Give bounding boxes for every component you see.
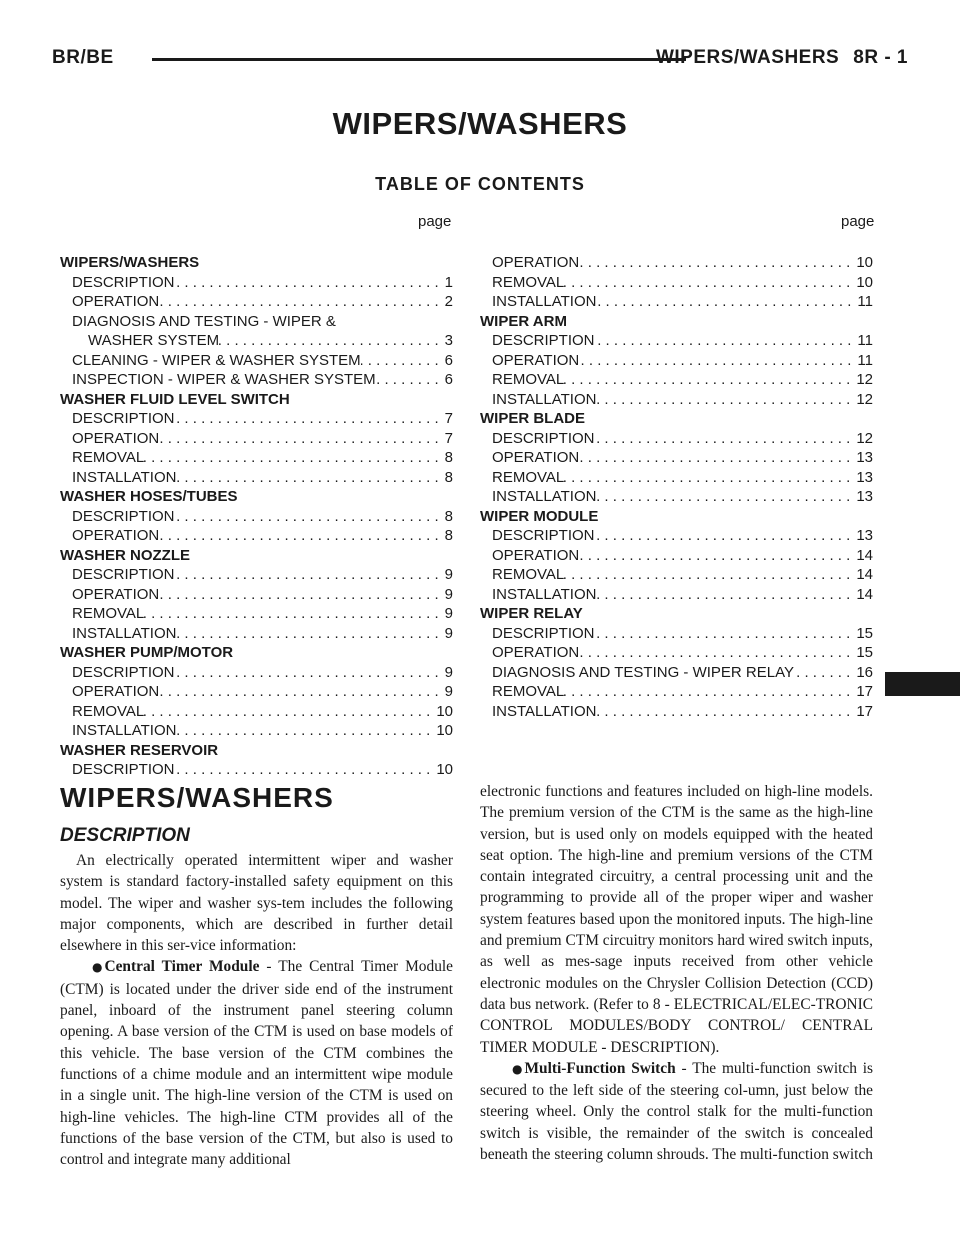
toc-page-number: 10 bbox=[436, 761, 453, 778]
toc-page-number: 3 bbox=[444, 332, 453, 349]
toc-page-number: 11 bbox=[857, 293, 873, 310]
toc-section-heading[interactable] bbox=[60, 546, 453, 566]
toc-entry-title: INSTALLATION bbox=[72, 624, 177, 642]
toc-dot-leader bbox=[144, 448, 444, 468]
toc-page-number: 13 bbox=[856, 488, 873, 505]
mfs-text: - The multi-function switch is secured to the left side of the steering col-umn, just below the steering wheel. Only the control stalk for the multi-function switch is visible, the remainder of the switch is concealed beneath the steering column shrouds. The multi-function switch bbox=[480, 1059, 873, 1164]
toc-section-heading[interactable] bbox=[60, 390, 453, 410]
toc-entry[interactable] bbox=[480, 468, 873, 488]
toc-dot-leader bbox=[376, 370, 445, 390]
toc-entry[interactable] bbox=[480, 663, 873, 683]
toc-entry[interactable] bbox=[60, 409, 453, 429]
section-tab-marker bbox=[885, 672, 960, 696]
ctm-term: Central Timer Module bbox=[104, 958, 260, 976]
toc-entry-title: WIPER RELAY bbox=[480, 605, 583, 622]
toc-entry[interactable] bbox=[60, 604, 453, 624]
toc-entry[interactable] bbox=[480, 546, 873, 566]
toc-right-column bbox=[480, 253, 873, 721]
intro-paragraph: An electrically operated intermittent wiper and washer system is standard factory-installed safety equipment on this model. The wiper and washer sys-tem includes the following major components, which are described in further detail elsewhere in this ser-vice information: bbox=[60, 852, 453, 955]
toc-entry[interactable] bbox=[480, 526, 873, 546]
toc-entry[interactable] bbox=[60, 273, 453, 293]
toc-section-heading[interactable] bbox=[60, 643, 453, 663]
toc-dot-leader bbox=[596, 585, 856, 605]
toc-page-number: 14 bbox=[856, 546, 873, 564]
toc-entry-title: DESCRIPTION bbox=[72, 507, 175, 525]
toc-entry-title: DESCRIPTION bbox=[72, 566, 175, 583]
toc-entry[interactable] bbox=[60, 663, 453, 683]
ctm-paragraph bbox=[60, 956, 453, 1170]
body-left-column bbox=[60, 850, 453, 1170]
toc-entry[interactable] bbox=[60, 760, 453, 780]
toc-entry-title: WASHER PUMP/MOTOR bbox=[60, 644, 234, 661]
toc-dot-leader bbox=[175, 409, 445, 429]
toc-entry[interactable] bbox=[60, 468, 453, 488]
toc-dot-leader bbox=[596, 487, 856, 507]
toc-page-number: 8 bbox=[444, 507, 453, 525]
toc-page-number: 10 bbox=[856, 254, 873, 271]
toc-entry[interactable] bbox=[480, 585, 873, 605]
toc-page-number: 13 bbox=[856, 449, 873, 466]
toc-entry-title: OPERATION bbox=[72, 429, 160, 447]
toc-entry-title: INSTALLATION bbox=[72, 468, 177, 486]
toc-dot-leader bbox=[595, 429, 857, 449]
toc-entry[interactable] bbox=[60, 331, 453, 351]
toc-entry[interactable] bbox=[480, 487, 873, 507]
toc-dot-leader bbox=[159, 429, 444, 449]
toc-dot-leader bbox=[595, 526, 857, 546]
toc-dot-leader bbox=[175, 273, 445, 293]
toc-dot-leader bbox=[159, 585, 444, 605]
toc-dot-leader bbox=[175, 565, 445, 585]
ctm-text: - The Central Timer Module (CTM) is located under the driver side end of the instrument panel, inboard of the instrument panel steering column opening. A base version of the CTM is used on base models of this vehicle. The base version of the CTM combines the functions of a chime module and an intermittent wipe module in a single unit. The high-line version of the CTM is used on high-line vehicles. The high-line CTM provides all of the functions of the base version of the CTM, but also is used to control and integrate many additional bbox=[60, 958, 453, 1169]
toc-page-number: 9 bbox=[444, 683, 453, 700]
running-header bbox=[52, 44, 908, 74]
toc-entry-title: REMOVAL bbox=[72, 449, 145, 466]
toc-dot-leader bbox=[159, 526, 444, 546]
toc-entry[interactable] bbox=[60, 370, 453, 390]
toc-dot-leader bbox=[564, 273, 856, 293]
toc-entry-title: INSTALLATION bbox=[72, 722, 177, 739]
page-title: WIPERS/WASHERS bbox=[332, 106, 628, 141]
toc-entry-title: WIPER MODULE bbox=[480, 507, 599, 525]
toc-dot-leader bbox=[595, 624, 857, 644]
toc-entry[interactable] bbox=[480, 565, 873, 585]
toc-entry-title: DESCRIPTION bbox=[72, 761, 175, 778]
toc-dot-leader bbox=[596, 390, 856, 410]
toc-dot-leader bbox=[595, 331, 858, 351]
header-model: BR/BE bbox=[52, 47, 114, 68]
toc-section-heading[interactable] bbox=[480, 604, 873, 624]
toc-section-heading[interactable] bbox=[60, 487, 453, 507]
toc-page-number: 9 bbox=[444, 585, 453, 603]
toc-page-label-right: page bbox=[841, 213, 875, 230]
toc-entry[interactable] bbox=[480, 292, 873, 312]
toc-entry[interactable] bbox=[60, 507, 453, 527]
toc-entry-title: INSPECTION - WIPER & WASHER SYSTEM bbox=[72, 371, 376, 388]
toc-page-number: 15 bbox=[856, 644, 873, 661]
toc-page-number: 7 bbox=[444, 410, 453, 427]
mfs-paragraph bbox=[480, 1058, 873, 1165]
toc-entry[interactable] bbox=[480, 331, 873, 351]
toc-page-number: 13 bbox=[856, 468, 873, 486]
toc-entry-title: OPERATION bbox=[72, 585, 160, 603]
toc-page-number: 8 bbox=[444, 527, 453, 544]
toc-page-number: 9 bbox=[444, 566, 453, 583]
toc-entry-title: OPERATION bbox=[492, 254, 580, 271]
toc-entry-title: WIPERS/WASHERS bbox=[60, 254, 200, 271]
toc-entry-title: DESCRIPTION bbox=[72, 273, 175, 291]
toc-page-number: 15 bbox=[856, 624, 873, 642]
toc-page-number: 10 bbox=[436, 722, 453, 739]
toc-entry[interactable] bbox=[480, 273, 873, 293]
toc-entry[interactable] bbox=[60, 721, 453, 741]
toc-page-number: 1 bbox=[444, 273, 453, 291]
toc-entry-title: OPERATION bbox=[492, 644, 580, 661]
toc-entry-title: OPERATION bbox=[72, 527, 160, 544]
toc-entry-title: WASHER NOZZLE bbox=[60, 546, 190, 564]
toc-entry[interactable] bbox=[60, 585, 453, 605]
toc-dot-leader bbox=[596, 292, 857, 312]
toc-section-heading[interactable] bbox=[60, 741, 453, 761]
toc-entry[interactable] bbox=[60, 526, 453, 546]
toc-entry-title: WASHER SYSTEM bbox=[88, 332, 220, 349]
header-rule bbox=[152, 58, 686, 61]
toc-page-label-left: page bbox=[418, 213, 452, 230]
toc-entry-title: DESCRIPTION bbox=[72, 663, 175, 681]
toc-page-number: 14 bbox=[856, 566, 873, 583]
toc-entry-title: WASHER FLUID LEVEL SWITCH bbox=[60, 390, 290, 408]
toc-page-number: 17 bbox=[856, 683, 873, 700]
toc-page-number: 9 bbox=[444, 605, 453, 622]
toc-page-number: 9 bbox=[444, 663, 453, 681]
toc-section-heading[interactable] bbox=[480, 312, 873, 332]
toc-dot-leader bbox=[361, 351, 445, 371]
toc-page-number: 13 bbox=[856, 527, 873, 544]
toc-entry-title: DESCRIPTION bbox=[492, 624, 595, 642]
ctm-continued-paragraph: electronic functions and features included on high-line models. The premium version of the CTM is the same as the high-line version, but is used only on models equipped with the heated seat option. The high-line and premium versions of the CTM contain integrated circuitry, a central processing unit and the programming to provide all of the proper wiper and washer system features based upon the monitored inputs. The high-line and premium CTM circuitry monitors hard wired switch inputs, as well as mes-sage inputs received from other vehicle electronic modules on the Chrysler Collision Detection (CCD) data bus network. (Refer to 8 - ELECTRICAL/ELEC-TRONIC CONTROL MODULES/BODY CONTROL/ CENTRAL TIMER MODULE - DESCRIPTION). bbox=[480, 783, 873, 1056]
toc-dot-leader bbox=[176, 624, 444, 644]
toc-entry-title: DESCRIPTION bbox=[492, 429, 595, 447]
header-page-number: 8R - 1 bbox=[853, 47, 908, 68]
toc-dot-leader bbox=[175, 663, 445, 683]
toc-page-number: 11 bbox=[857, 351, 873, 369]
header-section: WIPERS/WASHERS bbox=[655, 47, 840, 68]
toc-entry-title: WIPER ARM bbox=[480, 312, 567, 330]
toc-dot-leader bbox=[579, 643, 856, 663]
toc-entry[interactable] bbox=[60, 682, 453, 702]
toc-dot-leader bbox=[794, 663, 856, 683]
toc-entry-title: WASHER RESERVOIR bbox=[60, 741, 219, 759]
header-right bbox=[656, 47, 908, 69]
toc-page-number: 12 bbox=[856, 429, 873, 447]
toc-page-number: 6 bbox=[444, 351, 453, 369]
toc-entry[interactable] bbox=[60, 351, 453, 371]
toc-page-number: 8 bbox=[444, 449, 453, 466]
toc-dot-leader bbox=[564, 682, 856, 702]
toc-entry[interactable] bbox=[60, 448, 453, 468]
toc-dot-leader bbox=[564, 370, 856, 390]
bullet-icon: ● bbox=[512, 1061, 523, 1076]
toc-entry-title: OPERATION bbox=[492, 449, 580, 466]
toc-dot-leader bbox=[159, 292, 444, 312]
toc-entry-title: DIAGNOSIS AND TESTING - WIPER RELAY bbox=[492, 663, 794, 681]
toc-dot-leader bbox=[596, 702, 856, 722]
toc-entry[interactable] bbox=[480, 253, 873, 273]
toc-dot-leader bbox=[144, 702, 436, 722]
toc-dot-leader bbox=[176, 468, 444, 488]
toc-entry[interactable] bbox=[480, 702, 873, 722]
toc-dot-leader bbox=[159, 682, 444, 702]
toc-entry-title: INSTALLATION bbox=[492, 293, 597, 310]
toc-page-number: 17 bbox=[856, 702, 873, 720]
toc-left-column bbox=[60, 253, 453, 780]
body-right-column bbox=[480, 781, 873, 1165]
toc-dot-leader bbox=[144, 604, 444, 624]
toc-entry-title: INSTALLATION bbox=[492, 390, 597, 408]
toc-section-heading[interactable] bbox=[480, 507, 873, 527]
toc-entry[interactable] bbox=[60, 292, 453, 312]
toc-entry-title: DIAGNOSIS AND TESTING - WIPER & bbox=[72, 312, 336, 330]
toc-heading: TABLE OF CONTENTS bbox=[375, 174, 585, 194]
toc-page-number: 14 bbox=[856, 585, 873, 603]
toc-entry-title: INSTALLATION bbox=[492, 585, 597, 603]
toc-entry[interactable] bbox=[480, 390, 873, 410]
toc-section-heading[interactable] bbox=[480, 409, 873, 429]
toc-entry-title: DESCRIPTION bbox=[492, 332, 595, 349]
toc-dot-leader bbox=[564, 565, 856, 585]
toc-page-number: 9 bbox=[444, 624, 453, 642]
toc-entry[interactable] bbox=[60, 565, 453, 585]
toc-dot-leader bbox=[579, 448, 856, 468]
toc-entry-title: OPERATION bbox=[492, 351, 580, 369]
toc-entry-title: REMOVAL bbox=[492, 566, 565, 583]
toc-page-number: 11 bbox=[857, 332, 873, 349]
toc-page-number: 10 bbox=[856, 273, 873, 291]
toc-entry[interactable] bbox=[480, 643, 873, 663]
toc-dot-leader bbox=[175, 507, 445, 527]
toc-entry-title: OPERATION bbox=[492, 546, 580, 564]
toc-entry-title: REMOVAL bbox=[492, 468, 565, 486]
toc-dot-leader bbox=[176, 721, 436, 741]
toc-entry[interactable] bbox=[60, 429, 453, 449]
toc-entry-title: REMOVAL bbox=[72, 702, 145, 720]
toc-page-number: 10 bbox=[436, 702, 453, 720]
toc-entry[interactable] bbox=[60, 624, 453, 644]
toc-page-number: 2 bbox=[444, 293, 453, 310]
toc-entry[interactable] bbox=[480, 429, 873, 449]
toc-page-number: 12 bbox=[856, 390, 873, 408]
toc-page-number: 16 bbox=[856, 663, 873, 681]
mfs-term: Multi-Function Switch bbox=[524, 1059, 676, 1077]
toc-entry-title: CLEANING - WIPER & WASHER SYSTEM bbox=[72, 351, 361, 369]
toc-dot-leader bbox=[579, 253, 856, 273]
toc-entry-title: INSTALLATION bbox=[492, 488, 597, 505]
toc-entry[interactable] bbox=[60, 312, 453, 332]
toc-entry[interactable] bbox=[480, 448, 873, 468]
toc-page-number: 6 bbox=[444, 371, 453, 388]
toc-entry-title: REMOVAL bbox=[492, 273, 565, 291]
toc-entry-title: REMOVAL bbox=[492, 371, 565, 388]
toc-dot-leader bbox=[579, 351, 857, 371]
toc-page-number: 7 bbox=[444, 429, 453, 447]
bullet-icon: ● bbox=[92, 960, 103, 975]
toc-entry-title: OPERATION bbox=[72, 683, 160, 700]
toc-section-heading[interactable] bbox=[60, 253, 453, 273]
toc-entry-title: WIPER BLADE bbox=[480, 410, 585, 427]
toc-entry[interactable] bbox=[60, 702, 453, 722]
toc-entry[interactable] bbox=[480, 351, 873, 371]
toc-entry-title: DESCRIPTION bbox=[492, 527, 595, 544]
toc-entry-title: REMOVAL bbox=[72, 605, 145, 622]
toc-page-number: 12 bbox=[856, 371, 873, 388]
toc-page-number: 8 bbox=[444, 468, 453, 486]
toc-entry-title: DESCRIPTION bbox=[72, 410, 175, 427]
toc-entry[interactable] bbox=[480, 682, 873, 702]
toc-entry-title: WASHER HOSES/TUBES bbox=[60, 488, 238, 505]
toc-entry[interactable] bbox=[480, 370, 873, 390]
subsection-title: DESCRIPTION bbox=[60, 825, 190, 846]
toc-entry-title: INSTALLATION bbox=[492, 702, 597, 720]
section-title: WIPERS/WASHERS bbox=[60, 782, 334, 813]
toc-dot-leader bbox=[579, 546, 856, 566]
toc-dot-leader bbox=[175, 760, 437, 780]
toc-dot-leader bbox=[564, 468, 856, 488]
toc-entry-title: OPERATION bbox=[72, 293, 160, 310]
toc-entry[interactable] bbox=[480, 624, 873, 644]
toc-entry-title: REMOVAL bbox=[492, 683, 565, 700]
toc-dot-leader bbox=[219, 331, 445, 351]
